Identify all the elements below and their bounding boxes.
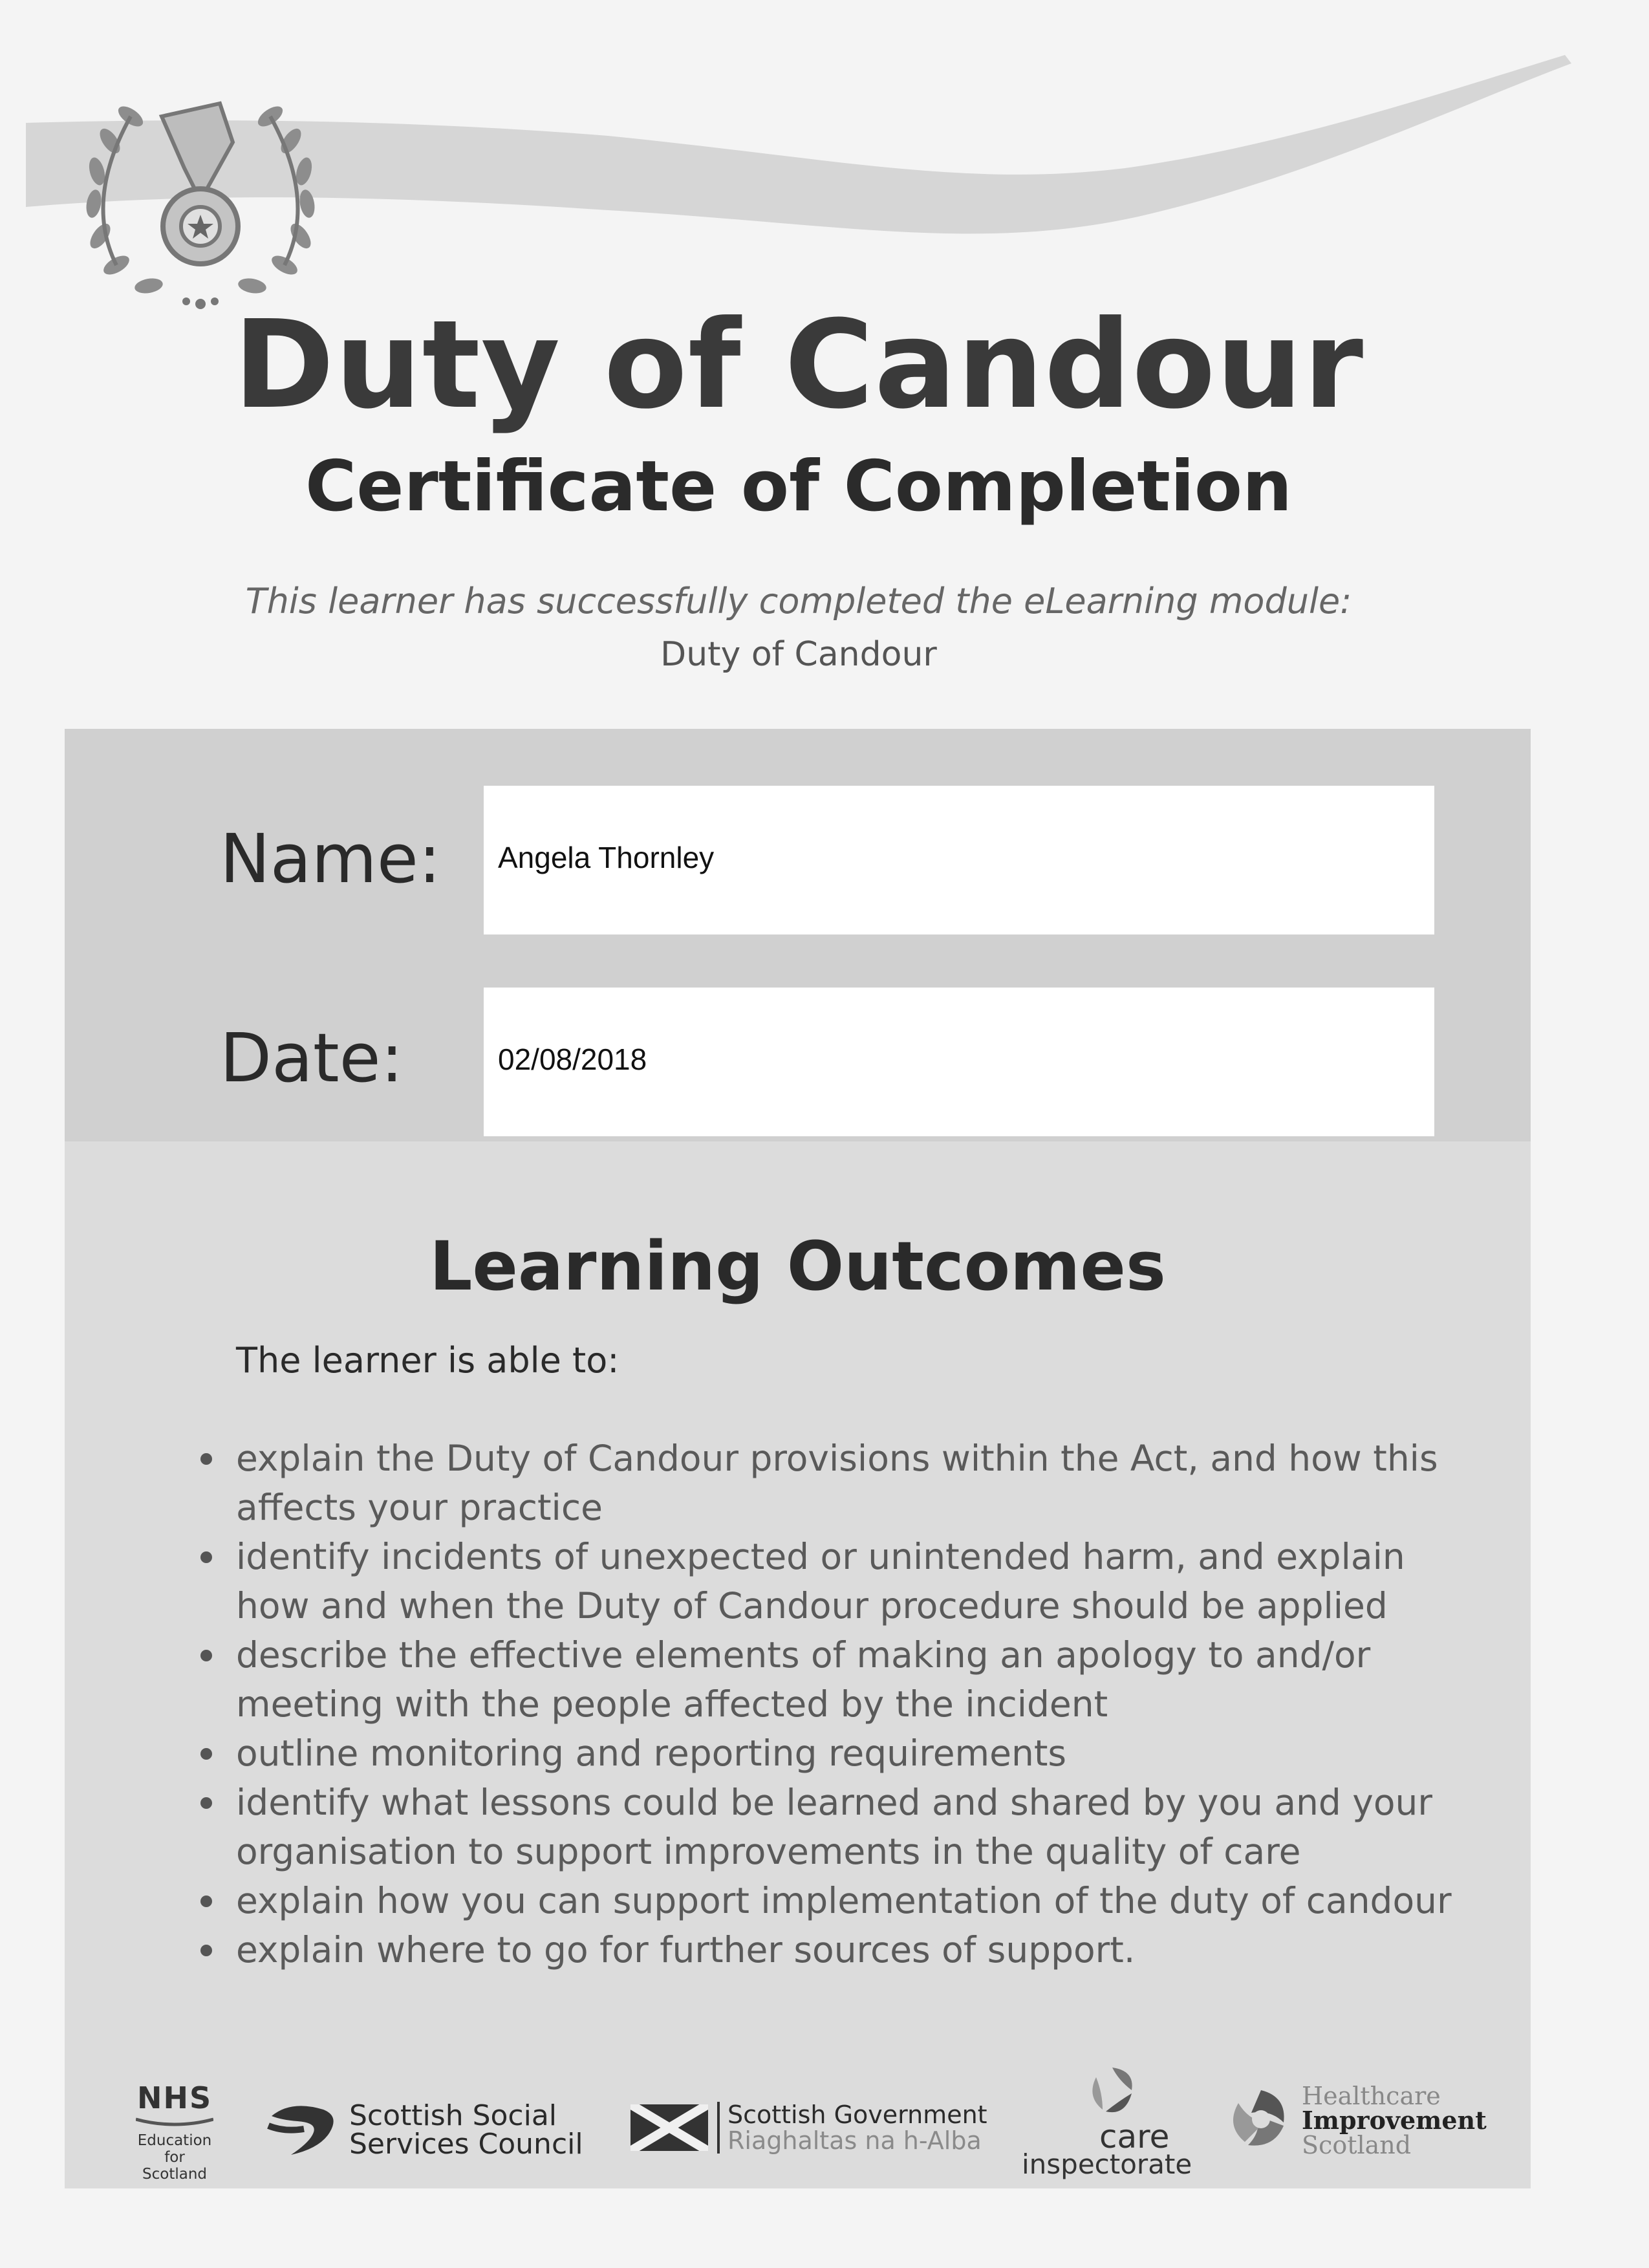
nhs-wave-icon xyxy=(136,2117,213,2127)
module-name: Duty of Candour xyxy=(660,635,937,674)
list-item: explain where to go for further sources of support. xyxy=(188,1925,1474,1974)
name-label: Name: xyxy=(220,819,441,898)
learning-outcomes-intro: The learner is able to: xyxy=(236,1340,620,1381)
date-value: 02/08/2018 xyxy=(498,1042,647,1076)
sssc-line1: Scottish Social xyxy=(349,2099,557,2132)
details-panel xyxy=(65,729,1531,2188)
list-item: identify incidents of unexpected or unintended harm, and explain how and when the Duty of Candour procedure should be applied xyxy=(188,1532,1474,1630)
his-line1: Healthcare xyxy=(1302,2082,1441,2110)
his-line2: Improvement xyxy=(1302,2106,1487,2135)
scottish-government-logo xyxy=(630,2097,1006,2161)
his-knot-icon xyxy=(1225,2084,1297,2155)
care-swirl-icon xyxy=(1083,2061,1141,2119)
care-line2: inspectorate xyxy=(1022,2148,1192,2180)
nhs-line2: for xyxy=(164,2149,185,2166)
list-item: explain the Duty of Candour provisions within the Act, and how this affects your practice xyxy=(188,1434,1474,1532)
nhs-education-logo xyxy=(129,2080,220,2183)
laurel-wreath-icon xyxy=(71,71,343,317)
learning-outcomes-heading: Learning Outcomes xyxy=(429,1227,1166,1306)
list-item: outline monitoring and reporting requirements xyxy=(188,1729,1474,1778)
date-label: Date: xyxy=(220,1019,404,1097)
name-field xyxy=(484,786,1434,934)
scotgov-divider xyxy=(717,2102,720,2154)
saltire-flag-icon xyxy=(630,2104,708,2151)
nhs-line1: Education xyxy=(137,2132,212,2149)
learning-outcomes-list xyxy=(188,1434,1474,1974)
name-value: Angela Thornley xyxy=(498,841,715,874)
sssc-logo xyxy=(265,2097,653,2168)
care-inspectorate-logo xyxy=(1022,2061,1203,2184)
his-line3: Scotland xyxy=(1302,2131,1412,2159)
certificate-title: Duty of Candour xyxy=(233,294,1364,436)
partner-logos xyxy=(65,2042,1531,2183)
sssc-swoosh-icon xyxy=(265,2097,343,2161)
sssc-line2: Services Council xyxy=(349,2128,583,2161)
scotgov-line2: Riaghaltas na h-Alba xyxy=(727,2126,982,2155)
nhs-line3: Scotland xyxy=(142,2166,207,2183)
date-field xyxy=(484,988,1434,1136)
list-item: identify what lessons could be learned and shared by you and your organisation to support improvements in the quality of care xyxy=(188,1778,1474,1876)
list-item: explain how you can support implementation of the duty of candour xyxy=(188,1876,1474,1925)
care-line1: care xyxy=(1099,2118,1170,2155)
scotgov-line1: Scottish Government xyxy=(727,2101,987,2129)
completion-statement: This learner has successfully completed the eLearning module: xyxy=(245,581,1352,621)
certificate-subtitle: Certificate of Completion xyxy=(305,446,1292,527)
healthcare-improvement-scotland-logo xyxy=(1225,2084,1497,2168)
list-item: describe the effective elements of making an apology to and/or meeting with the people affected by the incident xyxy=(188,1630,1474,1729)
nhs-mark: NHS xyxy=(137,2080,213,2115)
